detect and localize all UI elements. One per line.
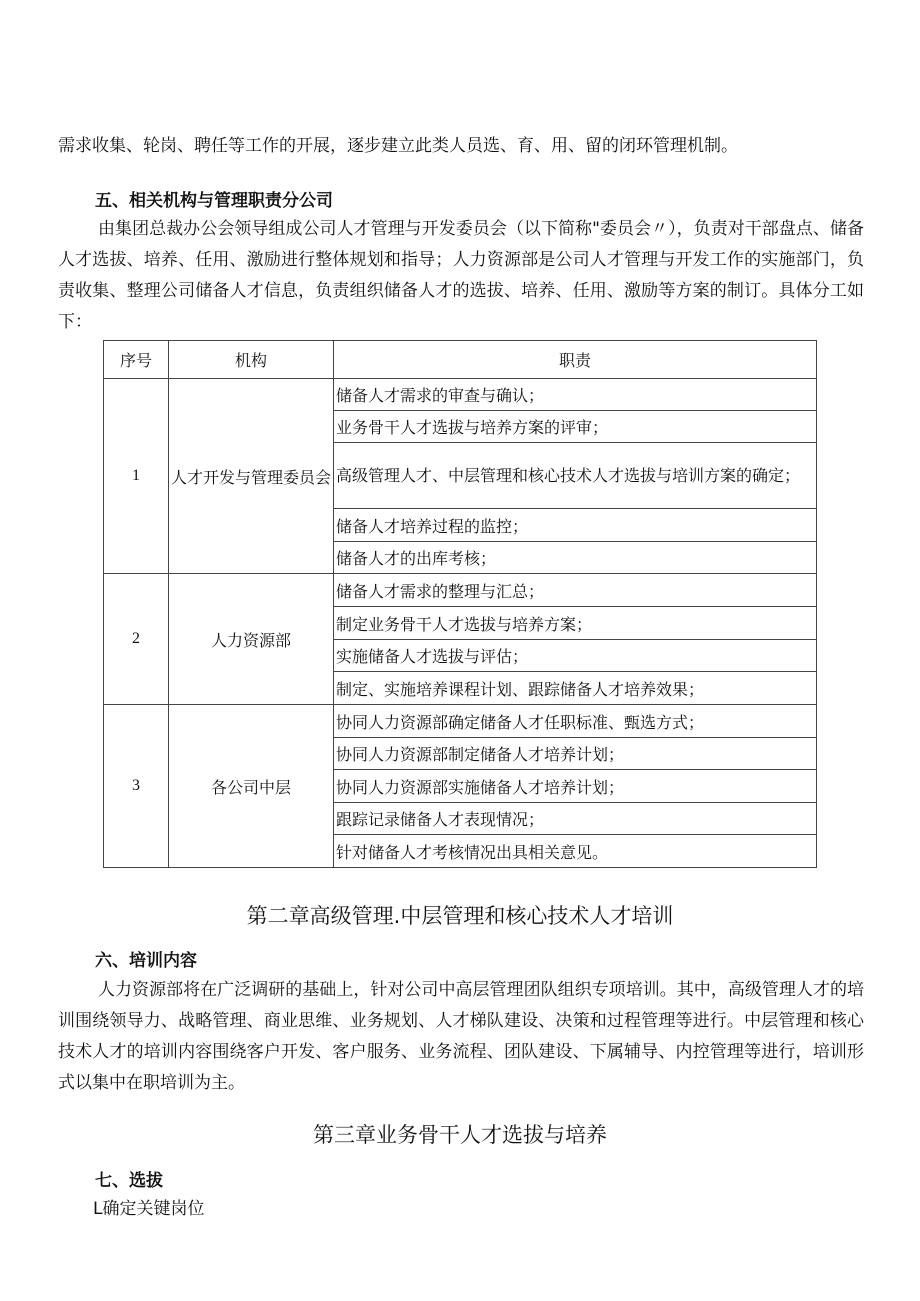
table-row [104,574,817,607]
duty-cell: 储备人才培养过程的监控； [334,509,817,542]
group-no: 3 [104,705,169,868]
group-org: 人才开发与管理委员会 [169,379,334,574]
duty-cell: 业务骨干人才选拔与培养方案的评审； [334,411,817,443]
duty-cell: 储备人才需求的整理与汇总； [334,574,817,607]
table-row [104,379,817,411]
chapter3-title: 第三章业务骨干人才选拔与培养 [313,1123,607,1147]
chapter2-title: 第二章高级管理.中层管理和核心技术人才培训 [246,904,674,928]
duty-cell: 储备人才的出库考核； [334,542,817,574]
intro-tail-paragraph: 需求收集、轮岗、聘任等工作的开展，逐步建立此类人员选、育、用、留的闭环管理机制。 [58,136,738,156]
section7-heading: 七、选拔 [95,1171,163,1191]
duty-cell: 协同人力资源部确定储备人才任职标准、甄选方式； [334,705,817,738]
duty-cell: 针对储备人才考核情况出具相关意见。 [334,835,817,868]
header-org: 机构 [169,341,334,379]
duty-cell: 跟踪记录储备人才表现情况； [334,803,817,835]
section5-heading: 五、相关机构与管理职责分公司 [95,191,333,211]
duty-cell: 高级管理人才、中层管理和核心技术人才选拔与培训方案的确定； [334,443,817,509]
table-header-row [104,341,817,379]
duty-cell: 制定业务骨干人才选拔与培养方案； [334,607,817,640]
section6-paragraph: 人力资源部将在广泛调研的基础上，针对公司中高层管理团队组织专项培训。其中，高级管理人才的培训围绕领导力、战略管理、商业思维、业务规划、人才梯队建设、决策和过程管理等进行。中层管理和核心技术人才的培训内容围绕客户开发、客户服务、业务流程、团队建设、下属辅导、内控管理等进行，培训形式以集中在职培训为主。 [58,980,864,1093]
duty-cell: 制定、实施培养课程计划、跟踪储备人才培养效果； [334,672,817,705]
section7-item-1: L确定关键岗位 [93,1199,205,1219]
group-no: 1 [104,379,169,574]
section6-heading: 六、培训内容 [95,951,197,971]
duty-cell: 实施储备人才选拔与评估； [334,640,817,672]
duty-cell: 协同人力资源部实施储备人才培养计划； [334,770,817,803]
section5-paragraph: 由集团总裁办公会领导组成公司人才管理与开发委员会（以下简称"委员会〃），负责对干部盘点、储备人才选拔、培养、任用、激励进行整体规划和指导；人力资源部是公司人才管理与开发工作的实施部门，负责收集、整理公司储备人才信息，负责组织储备人才的选拔、培养、任用、激励等方案的制订。具体分工如下： [58,219,864,332]
table-row [104,705,817,738]
group-no: 2 [104,574,169,705]
duty-cell: 储备人才需求的审查与确认； [334,379,817,411]
duty-cell: 协同人力资源部制定储备人才培养计划； [334,738,817,770]
group-org: 各公司中层 [169,705,334,868]
responsibility-table [103,340,817,868]
header-no: 序号 [104,341,169,379]
group-org: 人力资源部 [169,574,334,705]
header-duty: 职责 [334,341,817,379]
